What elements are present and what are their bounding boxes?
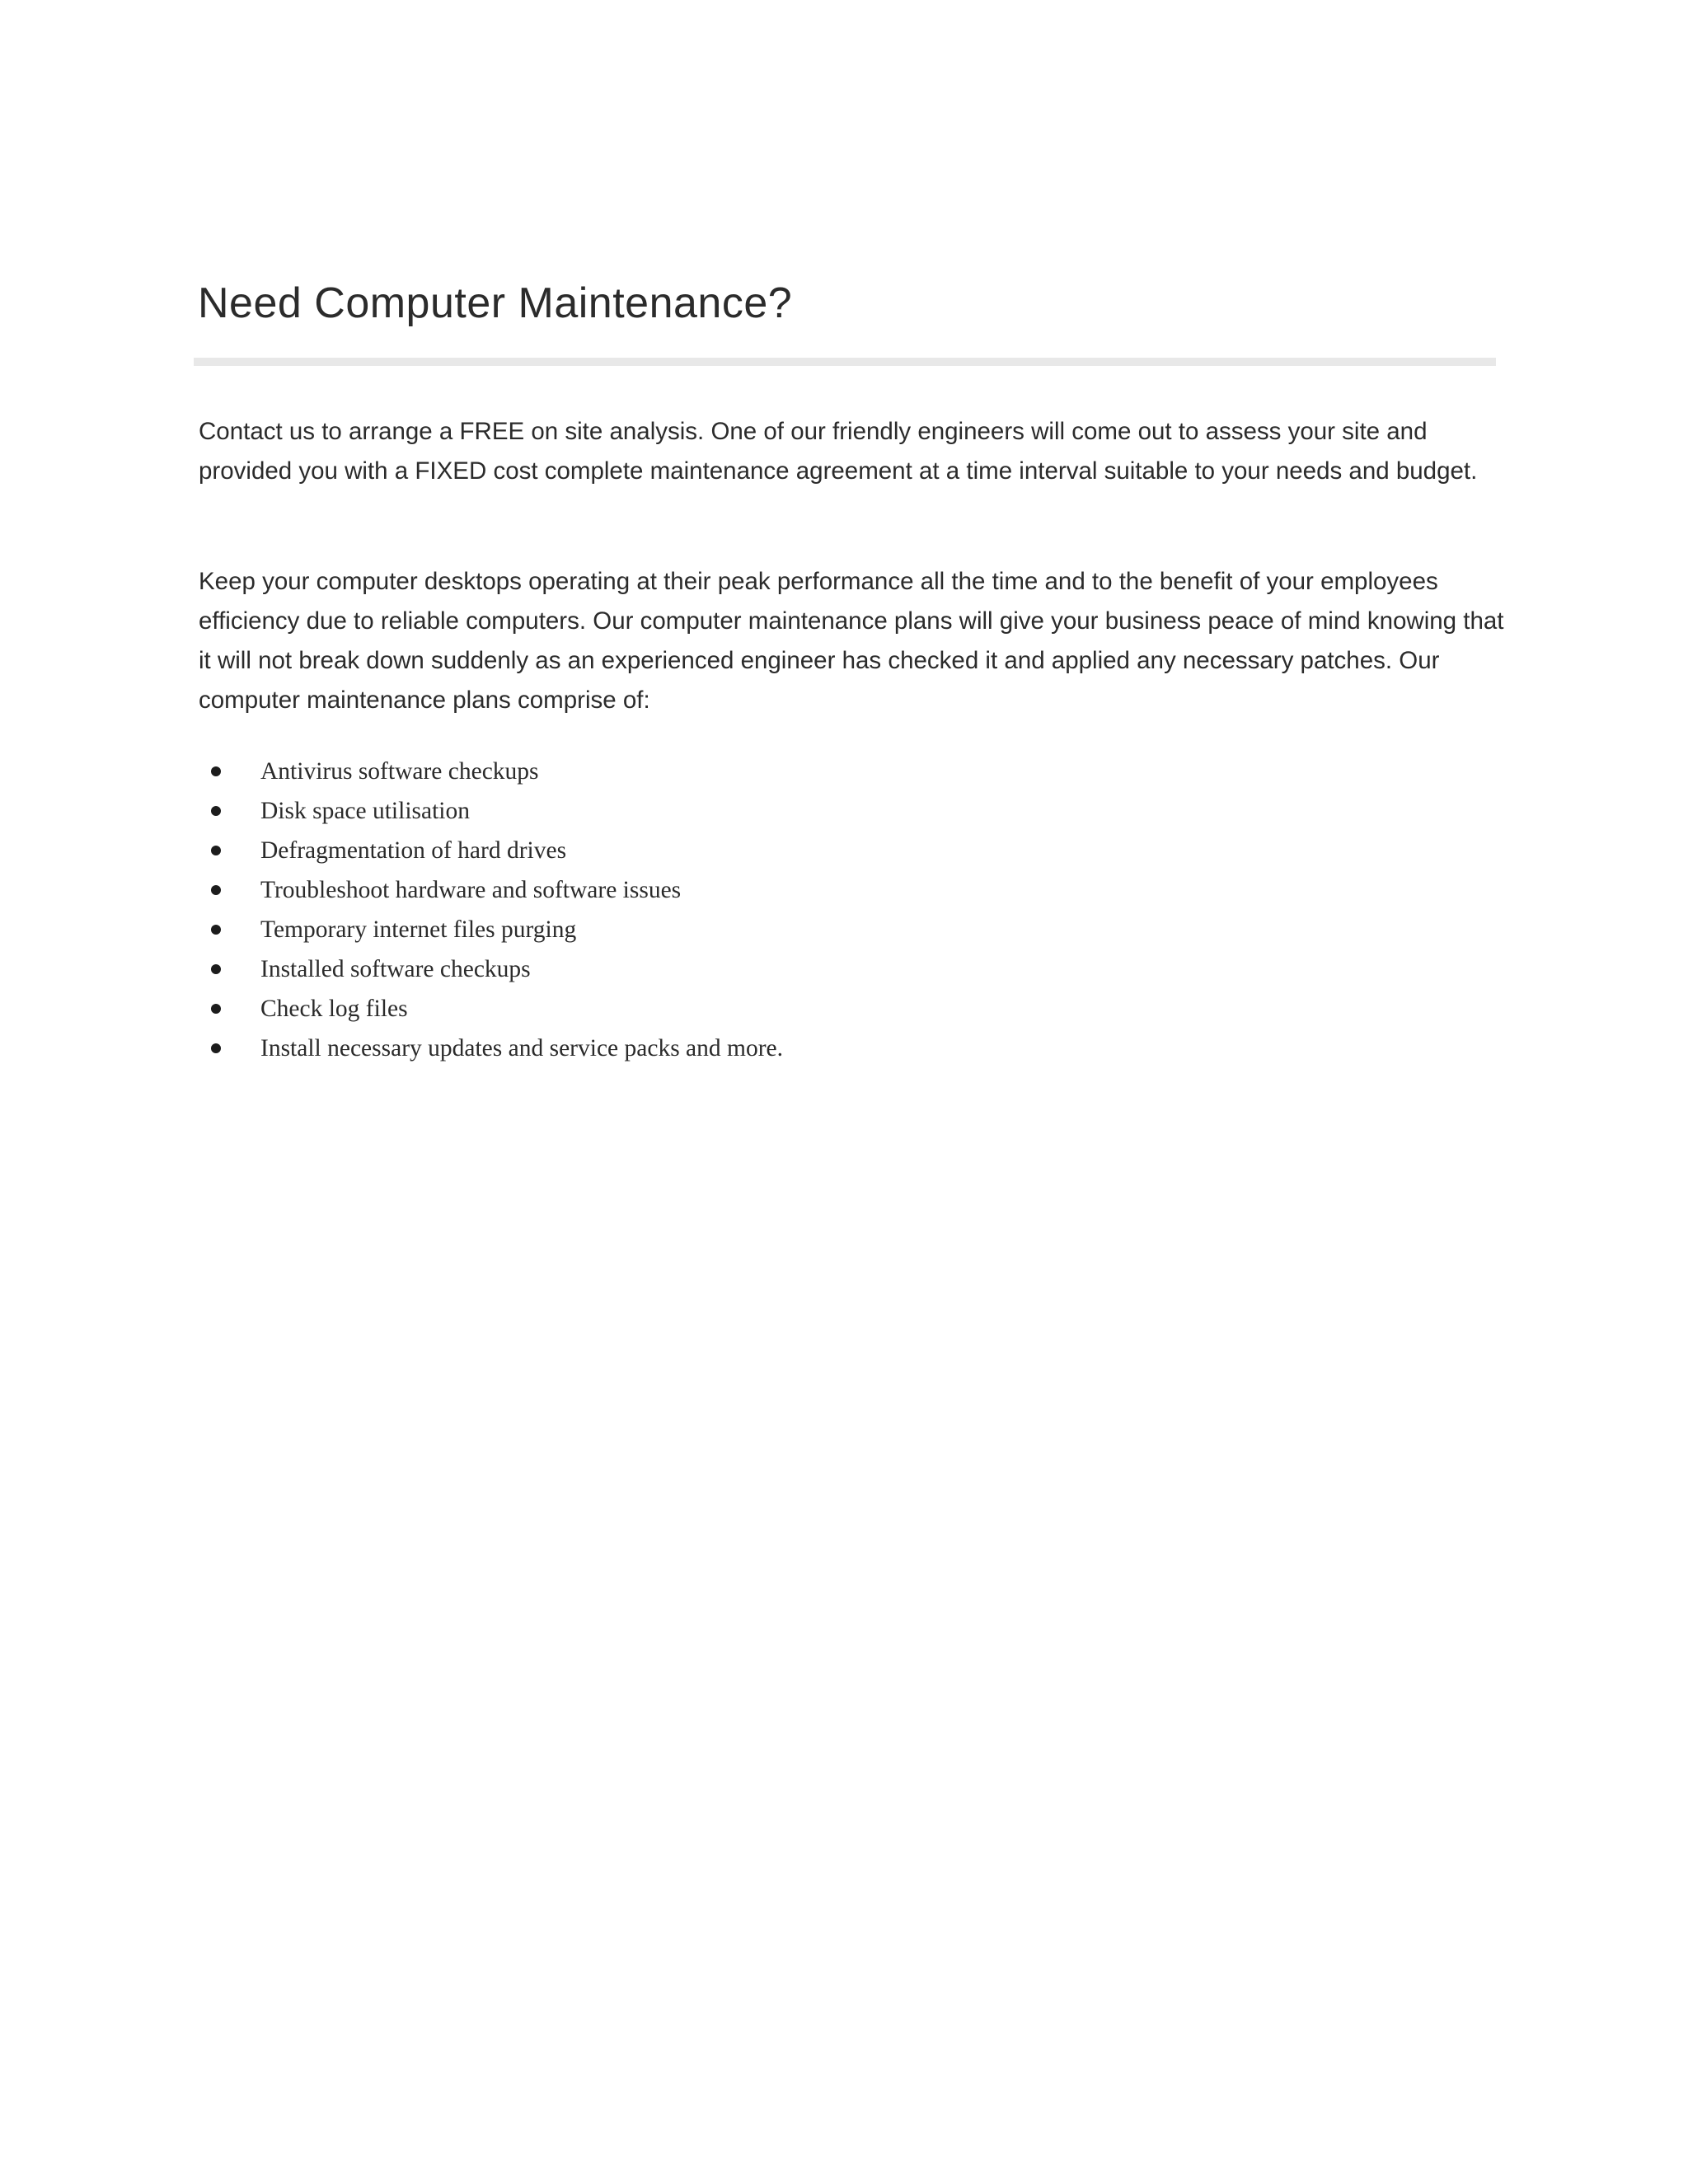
list-item [0, 791, 989, 831]
list-item [0, 870, 989, 910]
title-divider [194, 358, 1496, 366]
list-item-text: Defragmentation of hard drives [260, 837, 567, 864]
list-item-text: Temporary internet files purging [260, 916, 577, 943]
list-item [0, 989, 989, 1029]
intro-paragraph: Contact us to arrange a FREE on site analysis. One of our friendly engineers will come out to assess your site and provided you with a FIXED cost complete maintenance agreement at a time interval suitable to your needs and budget. [199, 418, 1478, 485]
page-title: Need Computer Maintenance? [198, 279, 793, 327]
bullet-icon [211, 885, 221, 895]
bullet-icon [211, 964, 221, 974]
maintenance-plan-list [0, 752, 989, 1068]
bullet-icon [211, 846, 221, 855]
bullet-icon [211, 766, 221, 776]
list-item [0, 831, 989, 870]
list-item [0, 752, 989, 791]
list-item [0, 910, 989, 949]
list-item-text: Disk space utilisation [260, 798, 470, 824]
list-item-text: Antivirus software checkups [260, 758, 539, 785]
list-item-text: Installed software checkups [260, 956, 531, 982]
bullet-icon [211, 1043, 221, 1053]
list-item-text: Install necessary updates and service packs and more. [260, 1035, 784, 1062]
list-item-text: Check log files [260, 996, 408, 1022]
list-item [0, 1029, 989, 1068]
benefits-paragraph: Keep your computer desktops operating at their peak performance all the time and to the benefit of your employees efficiency due to reliable computers. Our computer maintenance plans will give your business peace of mind knowing that it will not break down suddenly as an experienced engineer has checked it and applied any necessary patches. Our computer maintenance plans comprise of: [199, 568, 1504, 714]
list-item [0, 949, 989, 989]
bullet-icon [211, 806, 221, 816]
list-item-text: Troubleshoot hardware and software issues [260, 877, 682, 903]
bullet-icon [211, 925, 221, 935]
bullet-icon [211, 1004, 221, 1014]
